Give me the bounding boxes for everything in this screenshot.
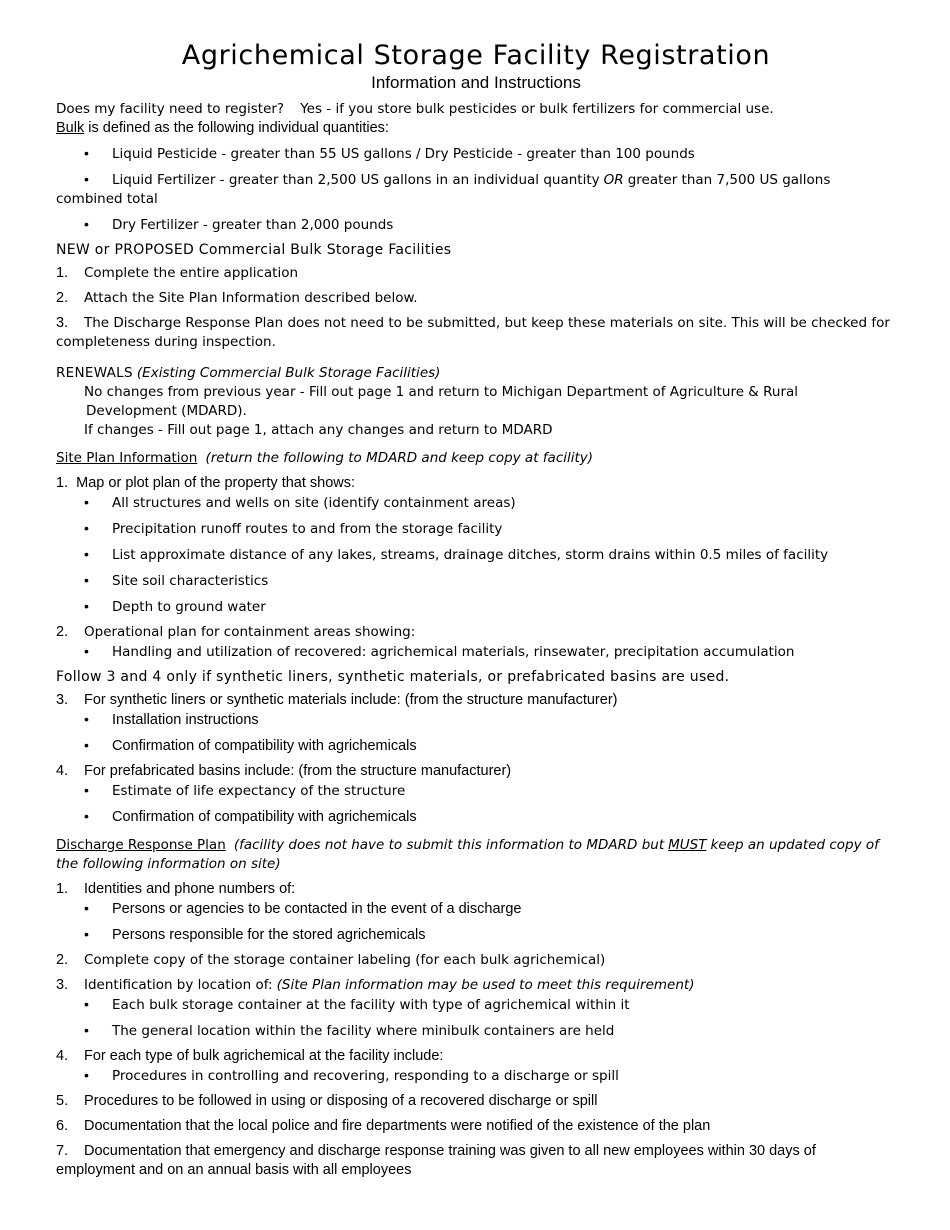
list-item: • Confirmation of compatibility with agrichemicals: [84, 808, 417, 825]
list-item: 7. Documentation that emergency and discharge response training was given to all new employees within 30 days of employment and on an annual basis with all employees: [56, 1143, 816, 1178]
list-item: 5. Procedures to be followed in using or disposing of a recovered discharge or spill: [56, 1093, 598, 1109]
bullet-icon: •: [84, 520, 89, 536]
list-item: • Installation instructions: [84, 711, 259, 728]
list-item: • Estimate of life expectancy of the structure: [84, 782, 406, 799]
list-item: • All structures and wells on site (identify containment areas): [84, 494, 516, 511]
bullet-icon: •: [84, 643, 89, 659]
page-subtitle: Information and Instructions: [371, 73, 581, 92]
list-item: 4. For each type of bulk agrichemical at the facility include:: [56, 1048, 444, 1064]
list-item: • Site soil characteristics: [84, 572, 269, 589]
list-item: • The general location within the facility where minibulk containers are held: [84, 1022, 615, 1039]
list-item: • Dry Fertilizer - greater than 2,000 pounds: [84, 216, 394, 233]
bullet-icon: •: [84, 996, 89, 1012]
bullet-icon: •: [84, 494, 89, 510]
bulk-def-text: is defined as the following individual quantities:: [88, 120, 389, 136]
bullet-icon: •: [84, 900, 89, 916]
list-item: • Handling and utilization of recovered: agrichemical materials, rinsewater, precipitation accumulation: [84, 643, 795, 660]
bullet-icon: •: [84, 926, 89, 942]
bulk-definition: [56, 119, 896, 138]
follow-note: Follow 3 and 4 only if synthetic liners, synthetic materials, or prefabricated basins are used.: [56, 669, 730, 685]
intro-question: Does my facility need to register?: [56, 101, 285, 117]
bullet-icon: •: [84, 1022, 89, 1038]
list-item: • Persons responsible for the stored agrichemicals: [84, 926, 426, 943]
discharge-heading: Discharge Response Plan (facility does not have to submit this information to MDARD but MUST keep an updated copy of the following information on site): [56, 837, 879, 872]
list-item: 3. For synthetic liners or synthetic materials include: (from the structure manufacturer): [56, 692, 618, 708]
list-item: 1. Identities and phone numbers of:: [56, 881, 296, 897]
bullet-icon: •: [84, 782, 89, 798]
list-item: • Procedures in controlling and recovering, responding to a discharge or spill: [84, 1067, 619, 1084]
list-item: • Liquid Fertilizer - greater than 2,500 US gallons in an individual quantity OR greater than 7,500 US gallons combined total: [56, 171, 831, 207]
renewals-line: No changes from previous year - Fill out page 1 and return to Michigan Department of Agriculture & Rural: [84, 384, 799, 400]
list-item: • List approximate distance of any lakes, streams, drainage ditches, storm drains within 0.5 miles of facility: [84, 546, 829, 563]
bullet-icon: •: [84, 808, 89, 824]
renewals-line: If changes - Fill out page 1, attach any changes and return to MDARD: [84, 422, 553, 438]
list-item: • Confirmation of compatibility with agrichemicals: [84, 737, 417, 754]
list-item: • Each bulk storage container at the facility with type of agrichemical within it: [84, 996, 630, 1013]
renewals-line: Development (MDARD).: [86, 403, 247, 419]
bullet-icon: •: [84, 546, 89, 562]
list-item: • Liquid Pesticide - greater than 55 US gallons / Dry Pesticide - greater than 100 pounds: [84, 145, 695, 162]
document-page: [56, 40, 896, 1186]
list-item: 1. Map or plot plan of the property that shows:: [56, 475, 356, 491]
intro-answer: Yes - if you store bulk pesticides or bulk fertilizers for commercial use.: [300, 101, 774, 117]
site-plan-heading: Site Plan Information (return the following to MDARD and keep copy at facility): [56, 450, 594, 466]
list-item: 4. For prefabricated basins include: (from the structure manufacturer): [56, 763, 512, 779]
list-item: 6. Documentation that the local police and fire departments were notified of the existence of the plan: [56, 1118, 711, 1134]
bullet-icon: •: [84, 572, 89, 588]
list-item: 2. Attach the Site Plan Information described below.: [56, 290, 418, 306]
bullet-icon: •: [84, 145, 89, 161]
list-item: • Precipitation runoff routes to and from the storage facility: [84, 520, 503, 537]
bullet-icon: •: [84, 737, 89, 753]
intro-question-line: [56, 100, 896, 119]
bullet-icon: •: [84, 216, 89, 232]
renewals-heading: RENEWALS (Existing Commercial Bulk Storage Facilities): [56, 365, 441, 381]
list-item: 2. Complete copy of the storage container labeling (for each bulk agrichemical): [56, 952, 606, 968]
list-item: • Depth to ground water: [84, 598, 266, 615]
bulk-word: Bulk: [56, 120, 85, 136]
list-item: 1. Complete the entire application: [56, 265, 299, 281]
bullet-icon: •: [84, 711, 89, 727]
bullet-icon: •: [84, 171, 89, 187]
bullet-icon: •: [84, 598, 89, 614]
bullet-icon: •: [84, 1067, 89, 1083]
list-item: 3. The Discharge Response Plan does not need to be submitted, but keep these materials on site. This will be checked for completeness during inspection.: [56, 315, 890, 350]
list-item: • Persons or agencies to be contacted in the event of a discharge: [84, 900, 522, 917]
new-facilities-heading: NEW or PROPOSED Commercial Bulk Storage Facilities: [56, 242, 452, 258]
list-item: 2. Operational plan for containment areas showing:: [56, 624, 416, 640]
list-item: 3. Identification by location of: (Site Plan information may be used to meet this requirement): [56, 977, 695, 993]
page-title: Agrichemical Storage Facility Registration: [181, 40, 771, 71]
